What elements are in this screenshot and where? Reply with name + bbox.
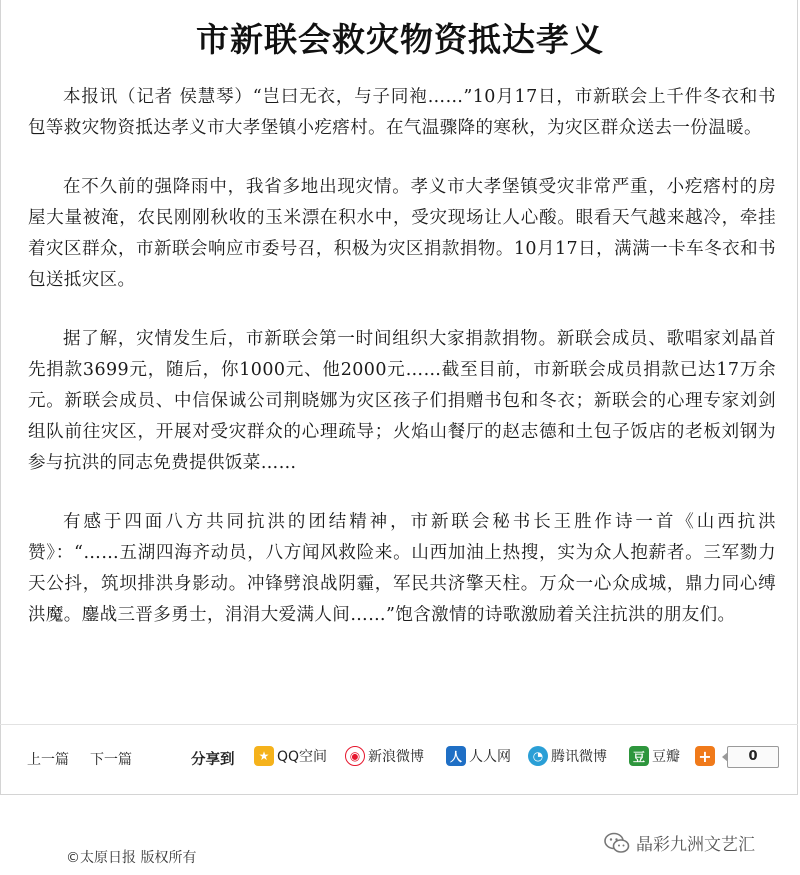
share-douban-button[interactable] — [629, 746, 680, 766]
share-tencent-weibo-label: 腾讯微博 — [551, 749, 607, 765]
wechat-icon — [604, 832, 630, 854]
douban-icon: 豆 — [629, 746, 649, 766]
article-paragraph: 有感于四面八方共同抗洪的团结精神，市新联会秘书长王胜作诗一首《山西抗洪赞》：“……五湖四海齐动员，八方闻风救险来。山西加油上热搜，实为众人抱薪者。三军勠力天公抖，筑坝排洪身影动。冲锋劈浪战阴霾，军民共济擎天柱。万众一心众成城，鼎力同心缚洪魔。鏖战三晋多勇士，涓涓大爱满人间……”饱含激情的诗歌激励着关注抗洪的朋友们。 — [28, 512, 776, 625]
article-paragraph: 本报讯（记者 侯慧琴）“岂曰无衣，与子同袍……”10月17日，市新联会上千件冬衣和书包等救灾物资抵达孝义市大孝堡镇小疙瘩村。在气温骤降的寒秋，为灾区群众送去一份温暖。 — [28, 87, 776, 138]
article-paragraph: 据了解，灾情发生后，市新联会第一时间组织大家捐款捐物。新联会成员、歌唱家刘晶首先捐款3699元，随后，你1000元、他2000元……截至目前，市新联会成员捐款已达17万余元。新联会成员、中信保诚公司荆晓娜为灾区孩子们捐赠书包和冬衣；新联会的心理专家刘剑组队前往灾区，开展对受灾群众的心理疏导；火焰山餐厅的赵志德和土包子饭店的老板刘钢为参与抗洪的同志免费提供饭菜…… — [28, 329, 776, 473]
share-renren-button[interactable] — [446, 746, 511, 766]
tencent-weibo-icon: ◔ — [528, 746, 548, 766]
article-body — [28, 82, 776, 659]
share-renren-label: 人人网 — [469, 749, 511, 765]
weibo-icon: ◉ — [345, 746, 365, 766]
share-qzone-label: QQ空间 — [277, 749, 328, 765]
footer-divider — [0, 724, 798, 725]
share-tencent-weibo-button[interactable] — [528, 746, 607, 766]
account-watermark — [604, 830, 755, 855]
next-article-link[interactable]: 下一篇 — [90, 752, 132, 768]
article-footer-bar — [0, 740, 798, 774]
qzone-icon: ★ — [254, 746, 274, 766]
copyright-notice: ©太原日报 版权所有 — [66, 850, 197, 866]
share-count-badge: 0 — [727, 746, 779, 768]
share-label: 分享到 — [191, 752, 235, 768]
share-weibo-label: 新浪微博 — [368, 749, 424, 765]
share-weibo-button[interactable] — [345, 746, 424, 766]
article-paragraph: 在不久前的强降雨中，我省多地出现灾情。孝义市大孝堡镇受灾非常严重，小疙瘩村的房屋大量被淹，农民刚刚秋收的玉米漂在积水中，受灾现场让人心酸。眼看天气越来越冷，牵挂着灾区群众，市新联会响应市委号召，积极为灾区捐款捐物。10月17日，满满一卡车冬衣和书包送抵灾区。 — [28, 177, 776, 290]
share-more-button[interactable] — [695, 746, 718, 766]
prev-article-link[interactable]: 上一篇 — [27, 752, 69, 768]
more-plus-icon: + — [695, 746, 715, 766]
share-qzone-button[interactable] — [254, 746, 327, 766]
watermark-account-name: 晶彩九洲文艺汇 — [636, 835, 755, 855]
renren-icon: 人 — [446, 746, 466, 766]
share-douban-label: 豆瓣 — [652, 749, 680, 765]
article-title: 市新联会救灾物资抵达孝义 — [196, 20, 604, 59]
